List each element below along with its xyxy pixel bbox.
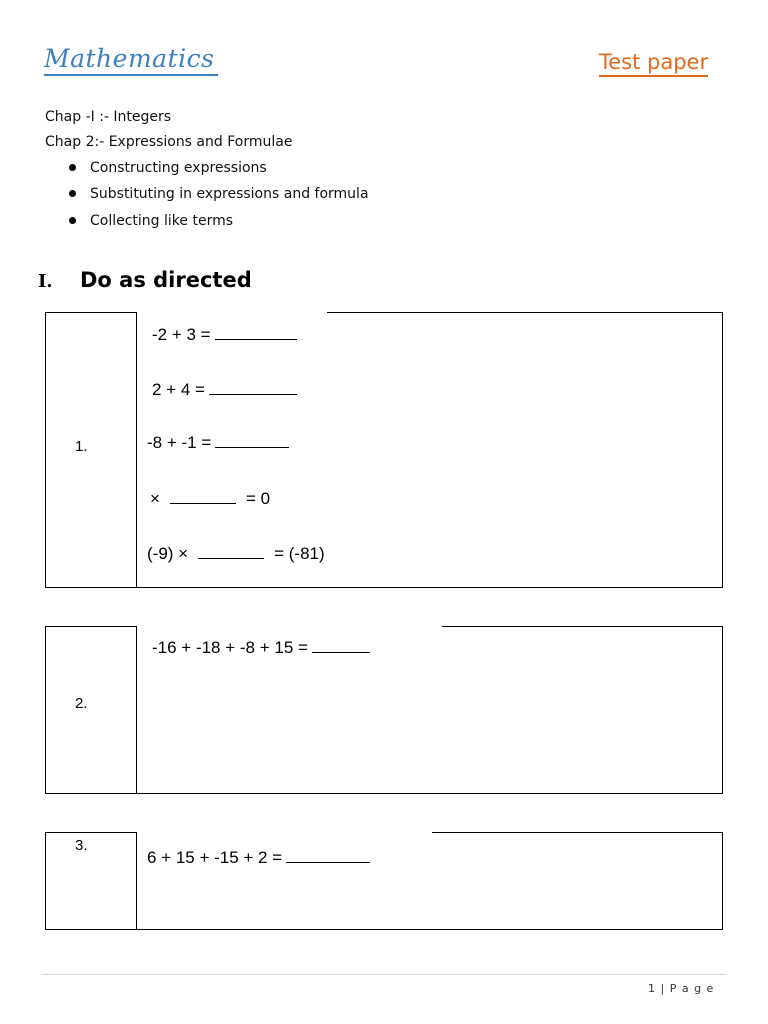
page-number: 1 | P a g e: [648, 982, 715, 995]
question-box-2: [45, 626, 723, 794]
answer-blank[interactable]: [215, 325, 297, 340]
answer-blank[interactable]: [312, 638, 370, 653]
equation-line: -16 + -18 + -8 + 15 =: [152, 638, 370, 658]
chapter-1: Chap -I :- Integers: [45, 109, 172, 125]
answer-blank[interactable]: [209, 380, 297, 395]
column-divider: [136, 627, 137, 793]
column-divider: [136, 313, 137, 587]
section-heading: [38, 268, 252, 292]
equation-line: 6 + 15 + -15 + 2 =: [147, 848, 370, 868]
subject-title: Mathematics: [44, 44, 218, 76]
bullet-dot: [69, 217, 76, 224]
equation-line: 2 + 4 =: [152, 380, 297, 400]
footer-divider: [42, 974, 726, 975]
answer-blank[interactable]: [170, 489, 236, 504]
answer-blank[interactable]: [215, 433, 289, 448]
equation-line: (-9) × = (-81): [147, 544, 325, 563]
bullet-dot: [69, 190, 76, 197]
topic-item: Constructing expressions: [90, 160, 267, 176]
section-title: Do as directed: [80, 268, 252, 292]
question-box-3: [45, 832, 723, 930]
answer-blank[interactable]: [198, 544, 264, 559]
question-number: 2.: [75, 695, 88, 712]
answer-blank[interactable]: [286, 848, 370, 863]
question-number: 3.: [75, 837, 88, 854]
equation-line: × = 0: [150, 489, 271, 508]
question-box-1: [45, 312, 723, 588]
column-divider: [136, 833, 137, 929]
bullet-dot: [69, 164, 76, 171]
question-number: 1.: [75, 438, 88, 455]
topic-item: Substituting in expressions and formula: [90, 186, 369, 202]
equation-line: -2 + 3 =: [152, 325, 297, 345]
test-paper-label: Test paper: [599, 49, 708, 77]
topic-item: Collecting like terms: [90, 213, 234, 229]
section-numeral: I.: [38, 271, 53, 292]
chapter-2: Chap 2:- Expressions and Formulae: [45, 134, 293, 150]
equation-line: -8 + -1 =: [147, 433, 289, 453]
